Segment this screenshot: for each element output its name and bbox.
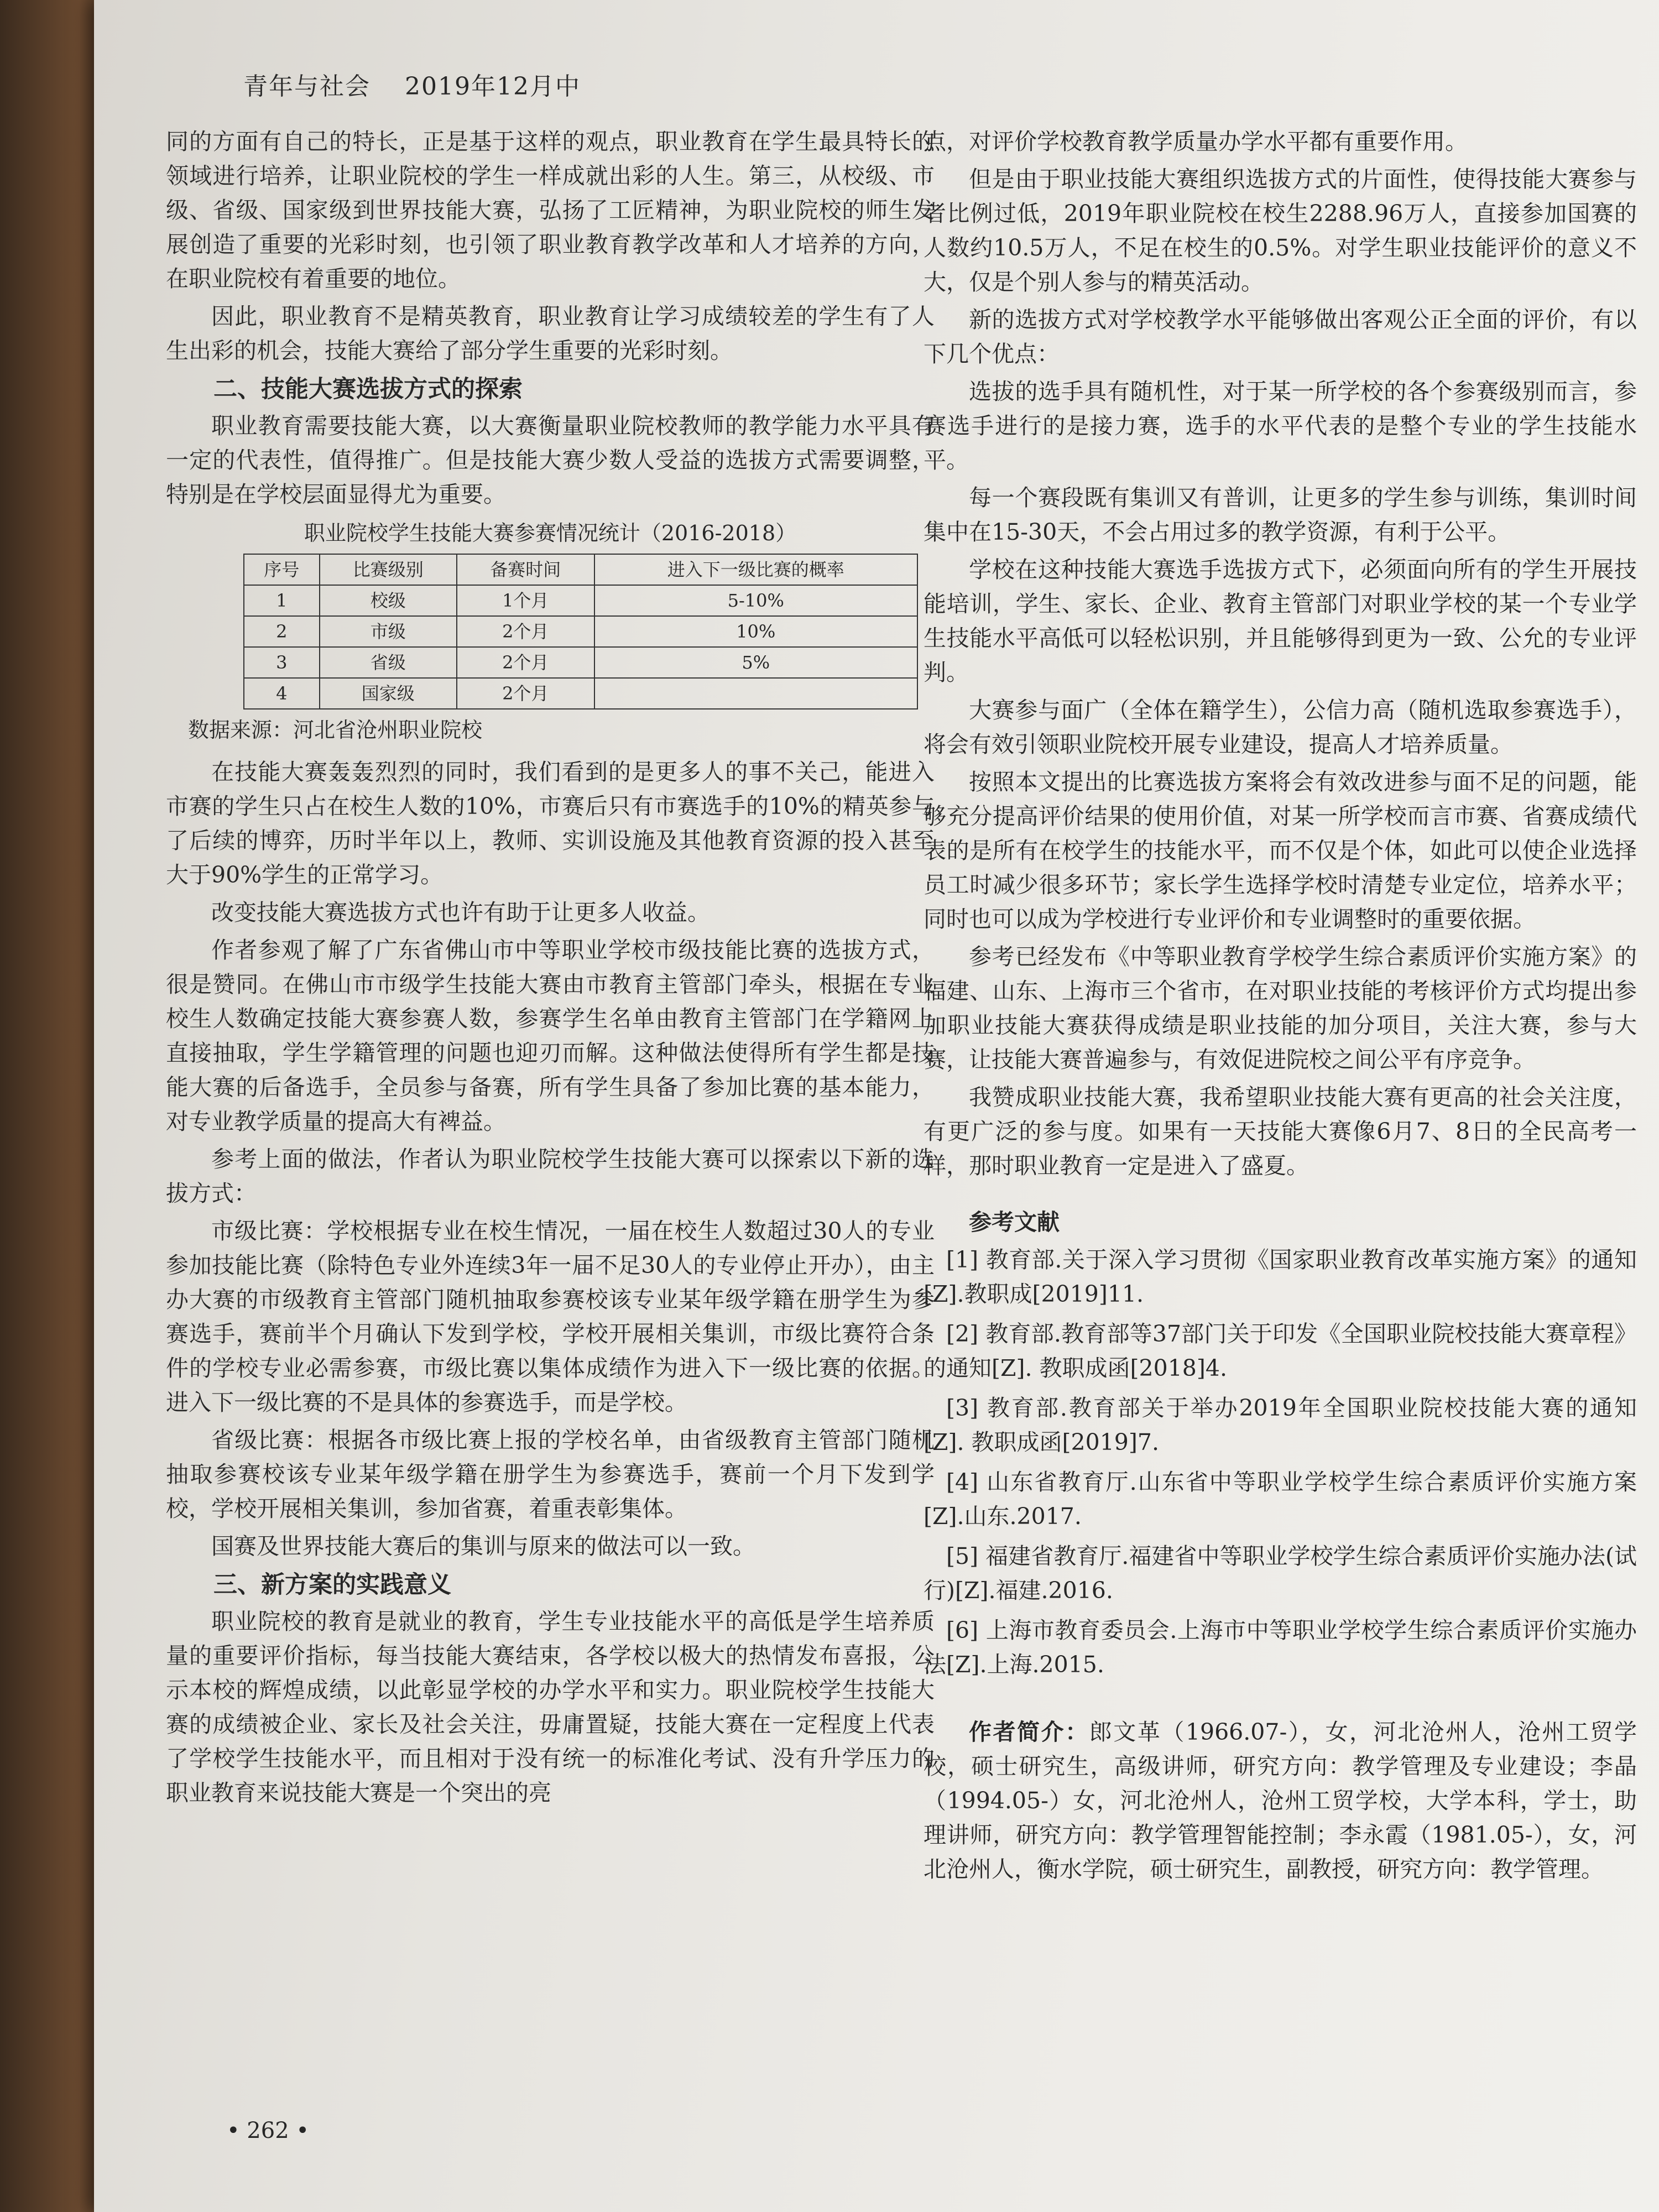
table-cell: 2个月 — [457, 647, 594, 678]
paragraph: 参考已经发布《中等职业教育学校学生综合素质评价实施方案》的福建、山东、上海市三个省市，在对职业技能的考核评价方式均提出参加职业技能大赛获得成绩是职业技能的加分项目，关注大赛，参与大赛，让技能大赛普遍参与，有效促进院校之间公平有序竞争。 — [924, 943, 1637, 1073]
table-header-cell: 序号 — [244, 554, 320, 585]
table-header-cell: 比赛级别 — [320, 554, 457, 585]
paragraph: 大赛参与面广（全体在籍学生），公信力高（随机选取参赛选手），将会有效引领职业院校开展专业建设，提高人才培养质量。 — [924, 697, 1637, 758]
table-cell: 1个月 — [457, 585, 594, 616]
reference-item: [1] 教育部.关于深入学习贯彻《国家职业教育改革实施方案》的通知[Z].教职成[2019]11. — [924, 1246, 1637, 1307]
paragraph: 省级比赛：根据各市级比赛上报的学校名单，由省级教育主管部门随机抽取参赛校该专业某年级学籍在册学生为参赛选手，赛前一个月下发到学校，学校开展相关集训，参加省赛，着重表彰集体。 — [166, 1427, 935, 1522]
table-header-row — [244, 554, 917, 585]
paragraph: 点，对评价学校教育教学质量办学水平都有重要作用。 — [924, 128, 1468, 155]
table-row — [244, 647, 917, 678]
table-cell: 2个月 — [457, 616, 594, 647]
issue-date: 2019年12月中 — [405, 72, 581, 101]
paragraph: 改变技能大赛选拔方式也许有助于让更多人收益。 — [211, 899, 710, 926]
table-row — [244, 585, 917, 616]
paragraph: 按照本文提出的比赛选拔方案将会有效改进参与面不足的问题，能够充分提高评价结果的使用价值，对某一所学校而言市赛、省赛成绩代表的是所有在校学生的技能水平，而不仅是个体，如此可以使企业选择员工时减少很多环节；家长学生选择学校时清楚专业定位，培养水平；同时也可以成为学校进行专业评价和专业调整时的重要依据。 — [924, 769, 1637, 932]
table-cell: 5-10% — [594, 585, 918, 616]
paragraph: 参考上面的做法，作者认为职业院校学生技能大赛可以探索以下新的选拔方式： — [166, 1146, 935, 1207]
journal-name: 青年与社会 — [243, 72, 371, 101]
paragraph: 同的方面有自己的特长，正是基于这样的观点，职业教育在学生最具特长的领域进行培养，让职业院校的学生一样成就出彩的人生。第三，从校级、市级、省级、国家级到世界技能大赛，弘扬了工匠精神，为职业院校的师生发展创造了重要的光彩时刻，也引领了职业教育教学改革和人才培养的方向，在职业院校有着重要的地位。 — [166, 128, 935, 292]
section-heading: 三、新方案的实践意义 — [213, 1571, 451, 1599]
table-cell: 校级 — [320, 585, 457, 616]
table-cell: 5% — [594, 647, 918, 678]
running-header — [243, 66, 606, 102]
table-cell: 市级 — [320, 616, 457, 647]
journal-page — [94, 0, 1659, 2212]
reference-item: [3] 教育部.教育部关于举办2019年全国职业院校技能大赛的通知 [Z]. 教职成函[2019]7. — [924, 1395, 1637, 1455]
references-heading: 参考文献 — [969, 1209, 1060, 1235]
paragraph: 因此，职业教育不是精英教育，职业教育让学习成绩较差的学生有了人生出彩的机会，技能大赛给了部分学生重要的光彩时刻。 — [166, 303, 935, 364]
author-bio-label: 作者简介： — [969, 1719, 1089, 1745]
table-caption: 职业院校学生技能大赛参赛情况统计（2016-2018） — [304, 521, 797, 545]
paragraph: 每一个赛段既有集训又有普训，让更多的学生参与训练，集训时间集中在15-30天，不会占用过多的教学资源，有利于公平。 — [924, 484, 1637, 545]
table-header-cell: 备赛时间 — [457, 554, 594, 585]
table-header-cell: 进入下一级比赛的概率 — [594, 554, 918, 585]
paragraph: 职业院校的教育是就业的教育，学生专业技能水平的高低是学生培养质量的重要评价指标，每当技能大赛结束，各学校以极大的热情发布喜报，公示本校的辉煌成绩，以此彰显学校的办学水平和实力。职业院校学生技能大赛的成绩被企业、家长及社会关注，毋庸置疑，技能大赛在一定程度上代表了学校学生技能水平，而且相对于没有统一的标准化考试、没有升学压力的职业教育来说技能大赛是一个突出的亮 — [166, 1608, 935, 1806]
table-cell: 省级 — [320, 647, 457, 678]
table-cell: 3 — [244, 647, 320, 678]
paragraph: 职业教育需要技能大赛，以大赛衡量职业院校教师的教学能力水平具有一定的代表性，值得推广。但是技能大赛少数人受益的选拔方式需要调整，特别是在学校层面显得尤为重要。 — [166, 413, 935, 508]
author-bio — [924, 1715, 1637, 1886]
page-number: • 262 • — [227, 2118, 309, 2143]
paragraph: 我赞成职业技能大赛，我希望职业技能大赛有更高的社会关注度，有更广泛的参与度。如果有一天技能大赛像6月7、8日的全民高考一样，那时职业教育一定是进入了盛夏。 — [924, 1084, 1637, 1179]
left-column — [166, 124, 935, 1813]
table-cell: 国家级 — [320, 678, 457, 709]
table-row — [244, 678, 917, 709]
right-column — [924, 124, 1637, 1890]
paragraph: 在技能大赛轰轰烈烈的同时，我们看到的是更多人的事不关己，能进入市赛的学生只占在校生人数的10%，市赛后只有市赛选手的10%的精英参与了后续的博弈，历时半年以上，教师、实训设施及其他教育资源的投入甚至大于90%学生的正常学习。 — [166, 759, 935, 888]
paragraph: 新的选拔方式对学校教学水平能够做出客观公正全面的评价，有以下几个优点： — [924, 306, 1637, 367]
table-cell: 10% — [594, 616, 918, 647]
stats-table — [243, 554, 918, 709]
reference-item: [2] 教育部.教育部等37部门关于印发《全国职业院校技能大赛章程》的通知[Z]. 教职成函[2018]4. — [924, 1321, 1637, 1381]
section-heading: 二、技能大赛选拔方式的探索 — [213, 375, 523, 403]
paragraph: 国赛及世界技能大赛后的集训与原来的做法可以一致。 — [211, 1533, 755, 1559]
table-cell: 2个月 — [457, 678, 594, 709]
table-cell: 4 — [244, 678, 320, 709]
author-bio-text: 郎文革（1966.07-），女，河北沧州人，沧州工贸学校，硕士研究生，高级讲师，研究方向：教学管理及专业建设；李晶（1994.05-）女，河北沧州人，沧州工贸学校，大学本科，学士，助理讲师，研究方向：教学管理智能控制；李永霞（1981.05-），女，河北沧州人，衡水学院，硕士研究生，副教授，研究方向：教学管理。 — [924, 1719, 1637, 1882]
table-cell: 1 — [244, 585, 320, 616]
reference-item: [4] 山东省教育厅.山东省中等职业学校学生综合素质评价实施方案[Z].山东.2017. — [924, 1469, 1637, 1530]
paragraph: 学校在这种技能大赛选手选拔方式下，必须面向所有的学生开展技能培训，学生、家长、企业、教育主管部门对职业学校的某一个专业学生技能水平高低可以轻松识别，并且能够得到更为一致、公允的专业评判。 — [924, 556, 1637, 686]
table-row — [244, 616, 917, 647]
paragraph: 选拔的选手具有随机性，对于某一所学校的各个参赛级别而言，参赛选手进行的是接力赛，选手的水平代表的是整个专业的学生技能水平。 — [924, 378, 1637, 473]
reference-item: [6] 上海市教育委员会.上海市中等职业学校学生综合素质评价实施办法[Z].上海.2015. — [924, 1617, 1637, 1678]
paragraph: 作者参观了解了广东省佛山市中等职业学校市级技能比赛的选拔方式，很是赞同。在佛山市市级学生技能大赛由市教育主管部门牵头，根据在专业校生人数确定技能大赛参赛人数，参赛学生名单由教育主管部门在学籍网上直接抽取，学生学籍管理的问题也迎刃而解。这种做法使得所有学生都是技能大赛的后备选手，全员参与备赛，所有学生具备了参加比赛的基本能力，对专业教学质量的提高大有裨益。 — [166, 937, 935, 1135]
paragraph: 市级比赛：学校根据专业在校生情况，一届在校生人数超过30人的专业参加技能比赛（除特色专业外连续3年一届不足30人的专业停止开办），由主办大赛的市级教育主管部门随机抽取参赛校该专业某年级学籍在册学生为参赛选手，赛前半个月确认下发到学校，学校开展相关集训，市级比赛符合条件的学校专业必需参赛，市级比赛以集体成绩作为进入下一级比赛的依据。进入下一级比赛的不是具体的参赛选手，而是学校。 — [166, 1218, 935, 1416]
data-source-note: 数据来源：河北省沧州职业院校 — [188, 718, 483, 742]
table-cell: 2 — [244, 616, 320, 647]
paragraph: 但是由于职业技能大赛组织选拔方式的片面性，使得技能大赛参与者比例过低，2019年职业院校在校生2288.96万人，直接参加国赛的人数约10.5万人，不足在校生的0.5%。对学生职业技能评价的意义不大，仅是个别人参与的精英活动。 — [924, 166, 1637, 295]
table-cell — [594, 678, 918, 709]
reference-item: [5] 福建省教育厅.福建省中等职业学校学生综合素质评价实施办法(试行)[Z].福建.2016. — [924, 1543, 1637, 1604]
